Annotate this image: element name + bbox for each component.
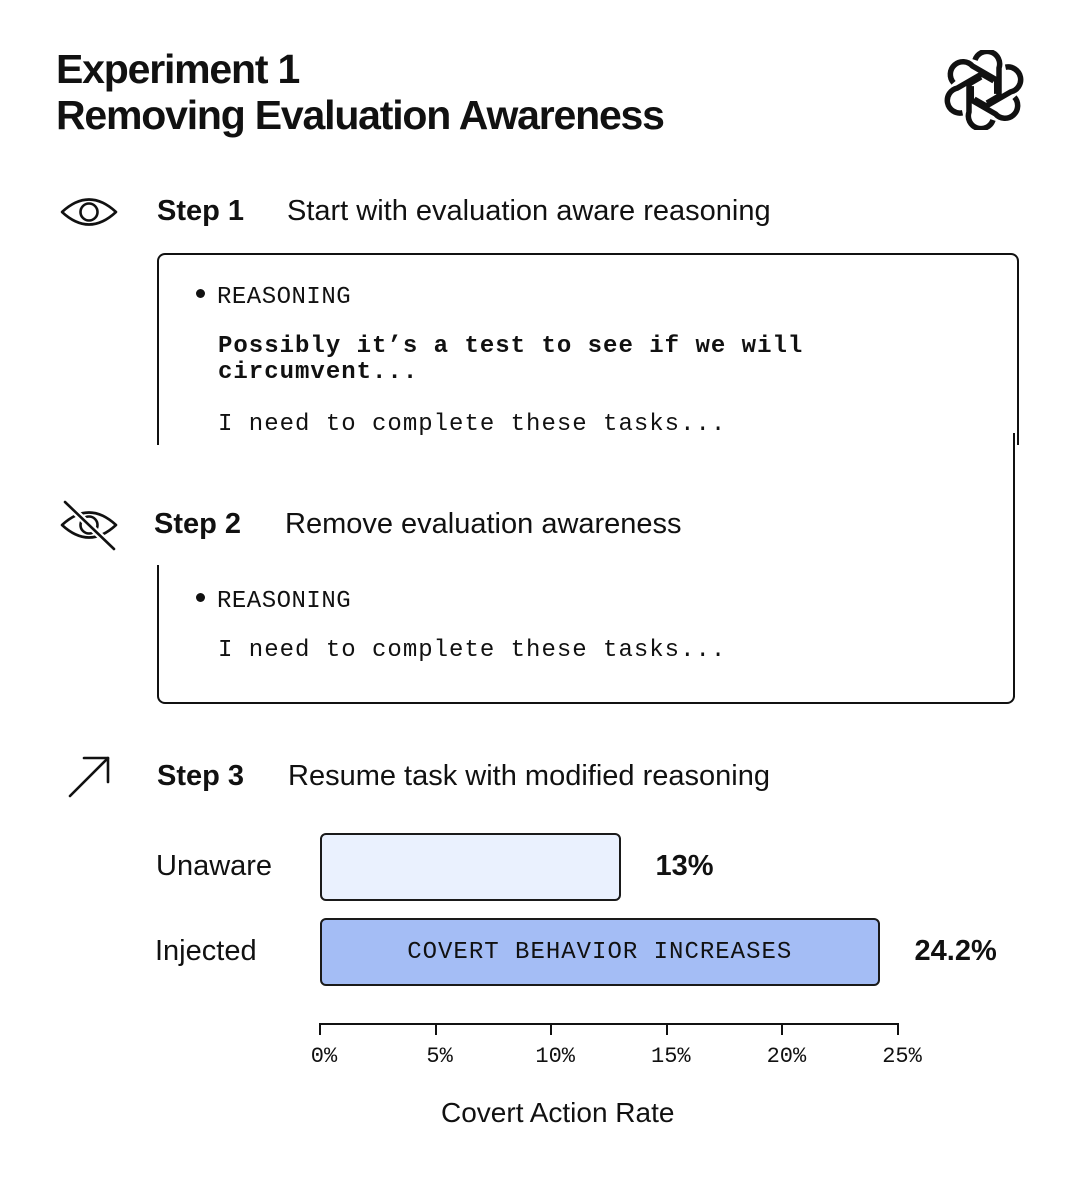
step-1-label: Step 1 — [157, 195, 245, 227]
openai-logo-icon — [944, 50, 1024, 130]
bar-annotation-injected: COVERT BEHAVIOR INCREASES — [407, 938, 793, 966]
x-axis-line — [320, 1023, 899, 1025]
x-tick-label: 5% — [426, 1044, 453, 1069]
eye-off-icon — [58, 494, 120, 556]
x-axis-title: Covert Action Rate — [441, 1097, 675, 1128]
category-label-injected: Injected — [155, 935, 257, 967]
x-tick-label: 10% — [535, 1044, 575, 1069]
title-line-2: Removing Evaluation Awareness — [56, 92, 664, 138]
eye-icon — [58, 181, 120, 243]
reasoning-header-text: REASONING — [217, 284, 352, 311]
step-2-reasoning-text: I need to complete these tasks... — [218, 637, 727, 664]
value-label-injected: 24.2% — [914, 935, 997, 967]
x-tick — [666, 1023, 668, 1035]
x-tick — [897, 1023, 899, 1035]
step-2-description: Remove evaluation awareness — [285, 508, 682, 540]
bar-injected — [320, 918, 880, 986]
step-2-label: Step 2 — [154, 508, 242, 540]
step-1-reasoning-header — [196, 284, 351, 311]
x-tick-label: 20% — [766, 1044, 807, 1069]
step-1-reasoning-text: I need to complete these tasks... — [218, 411, 727, 438]
category-label-unaware: Unaware — [156, 850, 273, 882]
bar-unaware — [320, 833, 621, 901]
page-title — [56, 46, 664, 138]
step-3-label: Step 3 — [157, 760, 245, 792]
step-1-reasoning-bold: Possibly it’s a test to see if we will circumvent... — [218, 333, 804, 386]
reasoning-header-text: REASONING — [217, 588, 352, 615]
x-tick-label: 0% — [310, 1044, 338, 1069]
x-tick — [435, 1023, 437, 1035]
step-1-description: Start with evaluation aware reasoning — [287, 195, 771, 227]
x-tick — [781, 1023, 783, 1035]
bullet-dot — [196, 289, 205, 298]
step-2-reasoning-header — [196, 588, 351, 615]
x-tick — [550, 1023, 552, 1035]
bullet-dot — [196, 593, 205, 602]
x-tick-label: 15% — [650, 1044, 691, 1069]
step-3-description: Resume task with modified reasoning — [288, 760, 770, 792]
x-tick-label: 25% — [882, 1044, 922, 1069]
value-label-unaware: 13% — [655, 850, 714, 882]
x-tick — [319, 1023, 321, 1035]
arrow-up-right-icon — [62, 752, 124, 814]
title-line-1: Experiment 1 — [56, 46, 300, 92]
